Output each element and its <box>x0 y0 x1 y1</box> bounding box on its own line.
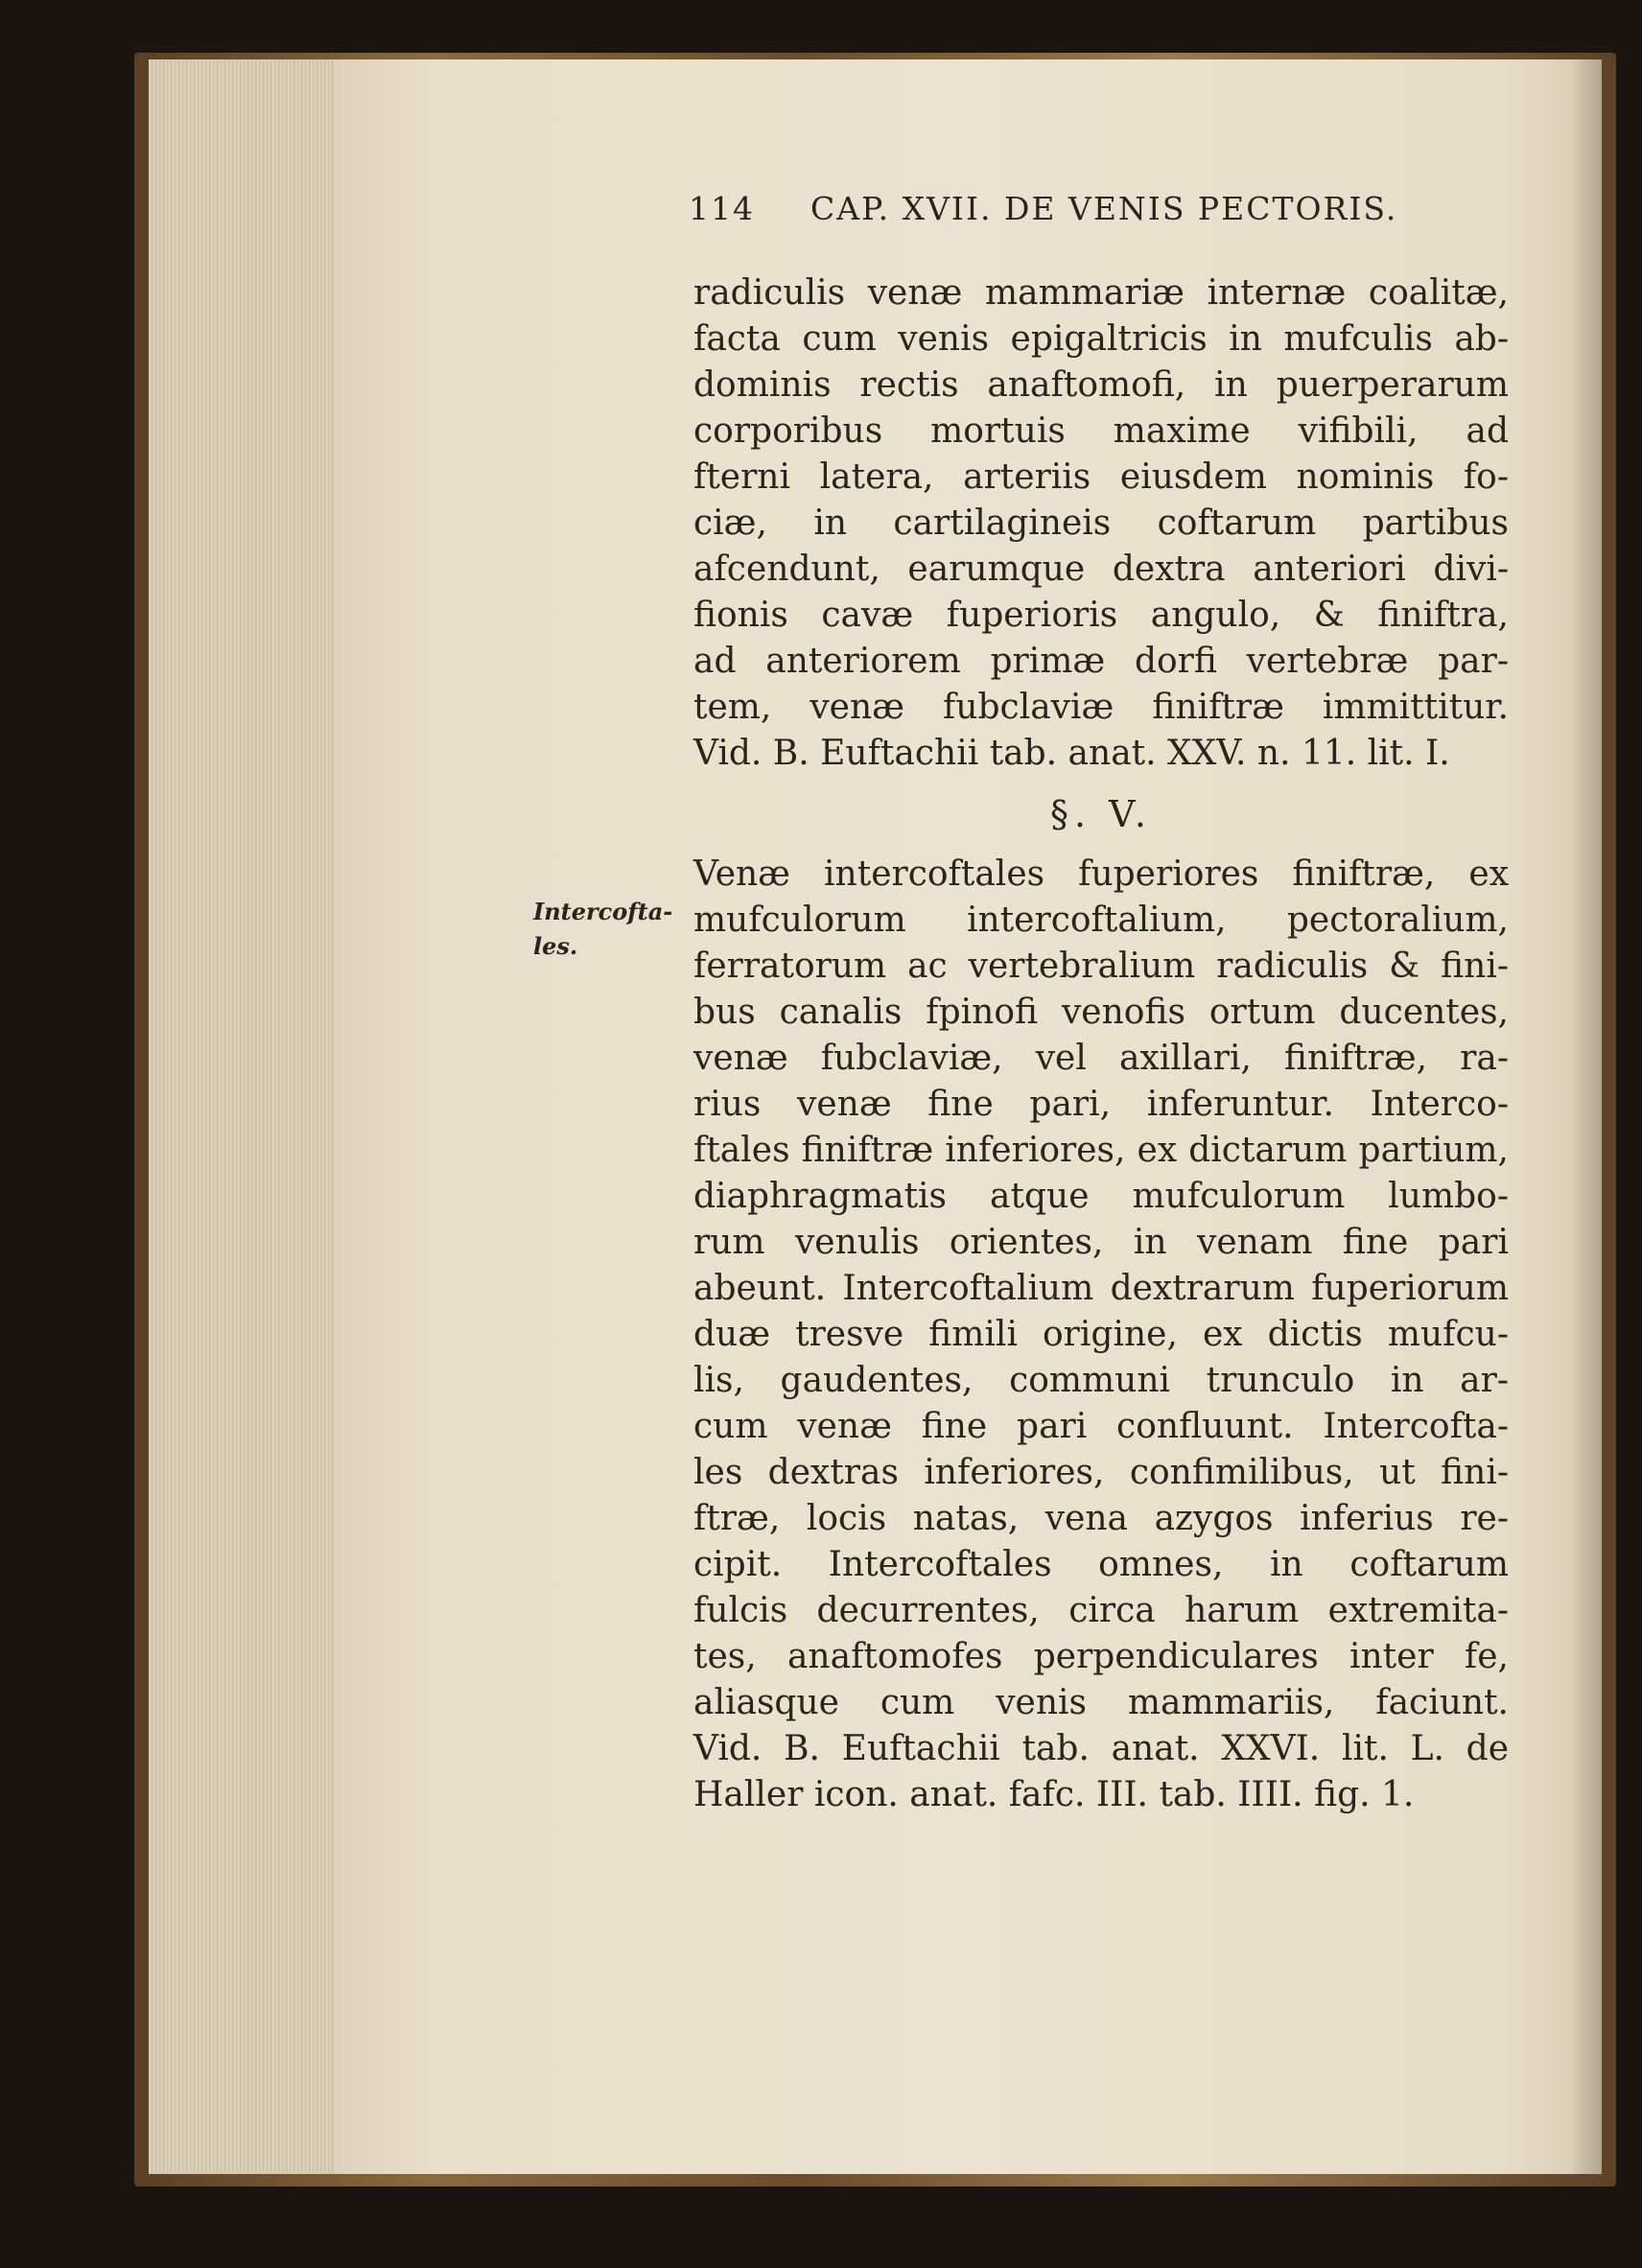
page-number: 114 <box>689 190 755 227</box>
text-line: radiculis venæ mammariæ internæ coalitæ, <box>693 273 1509 313</box>
text-line: cum venæ fine pari confluunt. Intercofta- <box>693 1407 1509 1446</box>
text-line: tes, anaftomofes perpendiculares inter fe, <box>693 1637 1509 1676</box>
text-line: lis, gaudentes, communi trunculo in ar- <box>693 1361 1509 1400</box>
text-line: aliasque cum venis mammariis, faciunt. <box>693 1683 1509 1722</box>
text-line: Venæ intercoftales fuperiores finiftræ, ex <box>693 854 1509 894</box>
section-heading: §. V. <box>1049 793 1153 835</box>
text-line: tem, venæ fubclaviæ finiftræ immittitur. <box>693 688 1509 727</box>
text-line: ciæ, in cartilagineis coftarum partibus <box>693 503 1509 543</box>
text-line: bus canalis fpinofi venofis ortum ducentes, <box>693 993 1509 1032</box>
text-line: afcendunt, earumque dextra anteriori divi- <box>693 549 1509 589</box>
text-line: ad anteriorem primæ dorfi vertebræ par- <box>693 642 1509 681</box>
text-line: fionis cavæ fuperioris angulo, & finiftra, <box>693 596 1509 635</box>
gutter-shadow <box>1568 59 1602 2174</box>
margin-note <box>533 895 673 964</box>
text-line: rius venæ fine pari, inferuntur. Interco- <box>693 1085 1509 1124</box>
text-line: ferratorum ac vertebralium radiculis & fini- <box>693 947 1509 986</box>
text-line: facta cum venis epigaltricis in mufculis ab- <box>693 319 1509 359</box>
text-line: corporibus mortuis maxime vifibili, ad <box>693 411 1509 451</box>
text-line: diaphragmatis atque mufculorum lumbo- <box>693 1177 1509 1216</box>
text-line: mufculorum intercoftalium, pectoralium, <box>693 900 1509 940</box>
text-line: Vid. B. Euftachii tab. anat. XXVI. lit. L. de <box>693 1729 1509 1768</box>
margin-note-line: Intercofta- <box>533 898 673 925</box>
text-line: rum venulis orientes, in venam fine pari <box>693 1223 1509 1262</box>
text-line: fulcis decurrentes, circa harum extremita- <box>693 1591 1509 1630</box>
text-line: Vid. B. Euftachii tab. anat. XXV. n. 11. lit. I. <box>693 734 1450 773</box>
text-line: Haller icon. anat. fafc. III. tab. IIII. fig. 1. <box>693 1775 1415 1814</box>
text-line: dominis rectis anaftomofi, in puerperarum <box>693 365 1509 405</box>
chapter-title: CAP. XVII. DE VENIS PECTORIS. <box>810 190 1398 227</box>
text-line: fterni latera, arteriis eiusdem nominis fo- <box>693 457 1509 497</box>
text-line: venæ fubclaviæ, vel axillari, finiftræ, ra- <box>693 1039 1509 1078</box>
text-line: duæ tresve fimili origine, ex dictis mufcu- <box>693 1315 1509 1354</box>
running-head <box>689 190 1418 238</box>
page-edges <box>149 59 340 2174</box>
text-line: abeunt. Intercoftalium dextrarum fuperiorum <box>693 1269 1509 1308</box>
text-line: ftales finiftræ inferiores, ex dictarum partium, <box>693 1131 1509 1170</box>
body-text <box>693 270 1509 1818</box>
text-line: les dextras inferiores, confimilibus, ut fini- <box>693 1453 1509 1492</box>
margin-note-line: les. <box>533 932 578 960</box>
text-line: ftræ, locis natas, vena azygos inferius re- <box>693 1499 1509 1538</box>
text-line: cipit. Intercoftales omnes, in coftarum <box>693 1545 1509 1584</box>
